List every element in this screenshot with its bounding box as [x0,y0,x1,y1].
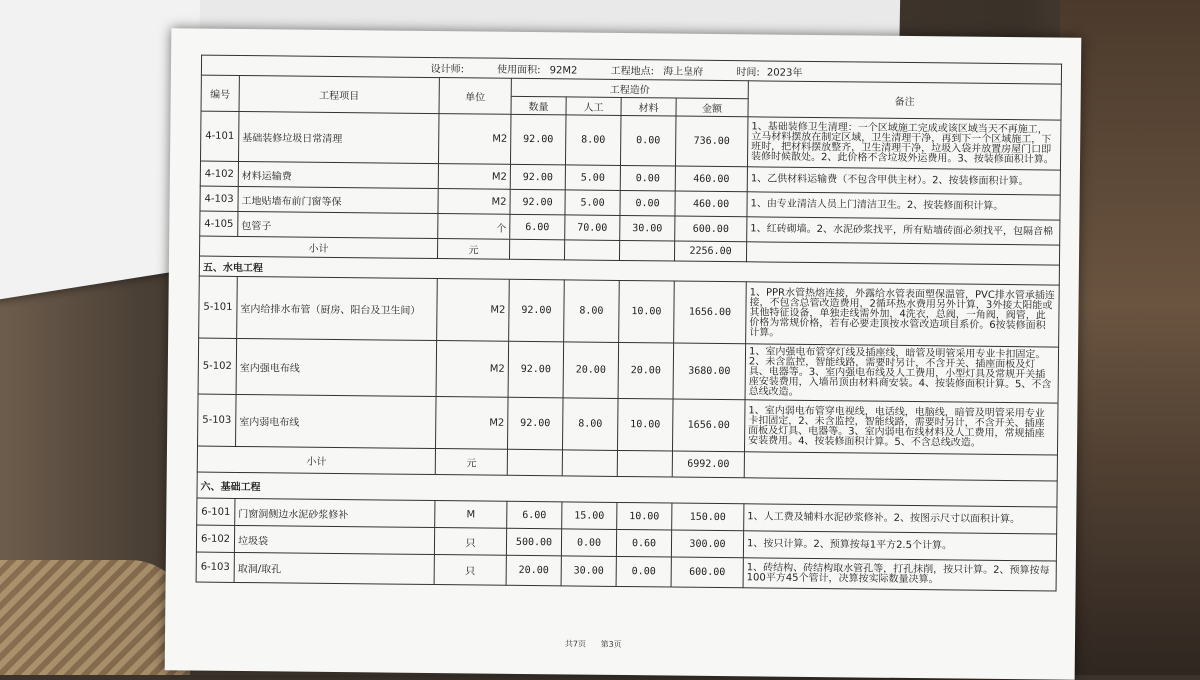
row-unit: 只 [434,528,506,556]
row-note: 1、人工费及辅料水泥砂浆修补。2、按图示尺寸以面积计算。 [744,504,1057,534]
row-qty: 92.00 [508,341,564,398]
table-row [198,394,1059,455]
row-unit: M2 [435,397,508,450]
row-code: 6-101 [197,498,235,525]
row-qty: 500.00 [506,528,561,556]
row-unit: 个 [438,214,510,240]
row-note: 1、乙供材料运输费（不包含甲供主材）。2、按装修面积计算。 [747,167,1060,195]
row-code: 4-105 [200,211,238,236]
row-material: 10.00 [617,502,672,530]
table-row [199,276,1060,347]
row-material: 0.00 [620,165,675,191]
row-item: 材料运输费 [238,161,438,188]
wicker-basket [0,560,190,675]
page-footer [565,638,634,650]
row-amount: 1656.00 [672,399,745,452]
row-qty: 92.00 [510,189,565,215]
row-material: 0.00 [616,556,671,587]
row-amount: 460.00 [675,166,747,192]
row-amount: 460.00 [675,191,747,217]
subtotal-unit: 元 [437,239,509,260]
row-note: 1、室内强电布管穿灯线及插座线，暗管及明管采用专业卡扣固定。2、未含监控，智能线路，需要时另计，不含开关、插座面板及灯具、电器等。3、室内强电布线及人工费用，小型灯具及常规开关插座安装费用，入墙吊顶由材料商安装。4、按装修面积计算。5、不含总线改造。 [745,344,1059,403]
row-unit: M2 [438,164,510,190]
row-unit: M2 [438,189,510,215]
row-material: 0.60 [616,529,671,557]
section-title: 五、水电工程 [199,256,1059,285]
row-code: 4-101 [200,111,239,161]
area-label: 使用面积: [497,64,541,77]
row-labor: 5.00 [565,190,620,216]
row-amount: 150.00 [672,503,744,531]
subtotal-label: 小计 [197,446,435,474]
row-item: 室内强电布线 [236,338,437,396]
row-qty: 6.00 [510,214,565,240]
row-note: 1、砖结构、砖结构取水管孔等，打孔抹削，按只计算。2、预算按每100平方45个管计，决算按实际数量决算。 [743,558,1056,591]
row-item: 垃圾袋 [234,525,434,554]
row-amount: 600.00 [671,557,743,588]
background-shelf [1060,0,1200,675]
row-amount: 300.00 [671,530,743,558]
row-item: 室内给排水布管（厨房、阳台及卫生间） [237,276,438,340]
subtotal-amount: 6992.00 [672,451,744,478]
quotation-table [196,55,1063,592]
quotation-paper [165,28,1082,679]
row-labor: 8.00 [565,115,621,166]
row-labor: 70.00 [565,215,620,241]
row-labor: 0.00 [561,529,616,557]
site-value: 海上皇府 [663,66,704,78]
col-code-header: 编号 [201,75,239,111]
row-note: 1、由专业清洁人员上门清洁卫生。2、按装修面积计算。 [747,192,1060,220]
row-code: 4-102 [200,161,238,186]
time-label: 时间: [736,67,760,79]
row-note: 1、红砖砌墙。2、水泥砂浆找平，所有贴墙砖面必须找平，包隔音棉 [747,217,1060,245]
row-unit: M2 [437,279,510,342]
time-value: 2023年 [766,67,803,79]
row-labor: 8.00 [564,280,620,343]
col-amount-header: 金额 [676,98,748,117]
row-qty: 92.00 [510,114,566,165]
col-cost-group-header: 工程造价 [511,78,748,98]
row-qty: 6.00 [507,501,562,529]
row-labor: 30.00 [561,556,616,587]
row-note: 1、PPR水管热熔连接，外露给水管表面塑保温管，PVC排水管承插连接，不包含总管改造费用，2循环热水费用另外计算，3外接太阳能或其他特征设备，单独走线需外加，4洗衣，总阀，一角阀，阀管，此价格为常规价格，若有必要走顶按水管改造项目系价。6按装修面积计算。 [746,282,1060,347]
col-material-header: 材料 [621,97,676,116]
area-value: 92M2 [549,65,578,77]
subtotal-unit: 元 [435,449,507,476]
row-unit: M2 [436,341,509,398]
row-item: 基础装修垃圾日常清理 [238,111,439,163]
subtotal-amount: 2256.00 [674,241,746,262]
section-title: 六、基础工程 [197,472,1057,507]
row-qty: 92.00 [510,164,565,190]
row-code: 4-103 [200,186,238,211]
row-note: 1、基础装修卫生清理：一个区域施工完成或该区域当天不再施工，立马材料摆放在制定区域，卫生清理干净，再到下一个区域施工，下班时，把材料摆放整齐，卫生清理干净，垃圾入袋并放置房屋门口即装修时候散处。2、此价格不含垃圾外运费用。3、按装修面积计算。 [747,117,1061,170]
row-code: 6-103 [196,552,234,582]
row-labor: 15.00 [562,502,617,530]
row-qty: 20.00 [506,555,561,586]
current-page: 第3页 [600,639,622,650]
col-qty-header: 数量 [511,96,566,115]
col-note-header: 备注 [748,81,1061,120]
row-qty: 92.00 [507,397,563,450]
total-pages: 共7页 [564,639,587,649]
table-row [200,111,1061,170]
subtotal-label: 小计 [200,236,438,258]
row-labor: 8.00 [562,398,618,451]
row-material: 20.00 [618,342,674,399]
site-label: 工程地点: [610,65,655,78]
row-note: 1、按只计算。2、预算按每1平方2.5个计算。 [743,531,1056,561]
col-item-header: 工程项目 [239,75,439,113]
row-item: 取洞/取孔 [234,552,434,584]
row-material: 10.00 [617,398,673,451]
row-unit: 只 [434,555,506,586]
row-unit: M2 [438,114,511,165]
row-qty: 92.00 [509,279,565,342]
row-labor: 5.00 [565,165,620,191]
row-code: 5-103 [198,394,237,446]
row-material: 0.00 [620,190,675,216]
row-material: 0.00 [620,115,676,166]
row-item: 门窗洞侧边水泥砂浆修补 [235,498,435,527]
row-note: 1、室内弱电布管穿电视线，电话线，电脑线，暗管及明管采用专业卡扣固定，2、未含监控，智能线路，需要时另计，不含开关、插座面板及灯具、电器等。3、室内弱电布线材料及人工费用，常规插座安装费用。4、按装修面积计算。5、不含总线改造。 [744,400,1058,455]
row-amount: 3680.00 [673,343,746,400]
col-labor-header: 人工 [566,97,621,116]
row-code: 5-101 [199,276,238,338]
row-amount: 736.00 [675,116,748,167]
row-code: 6-102 [196,525,234,552]
row-item: 室内弱电布线 [236,394,437,448]
row-item: 包管子 [238,211,438,238]
col-unit-header: 单位 [439,78,511,115]
row-code: 5-102 [198,338,237,394]
designer-label: 设计师: [430,63,465,76]
row-amount: 1656.00 [674,281,747,344]
row-material: 30.00 [620,215,675,241]
table-row [198,338,1059,403]
row-labor: 20.00 [563,342,619,399]
row-amount: 600.00 [675,216,747,242]
row-material: 10.00 [619,280,675,343]
row-unit: M [435,501,507,529]
row-item: 工地贴墙布前门窗等保 [238,186,438,213]
